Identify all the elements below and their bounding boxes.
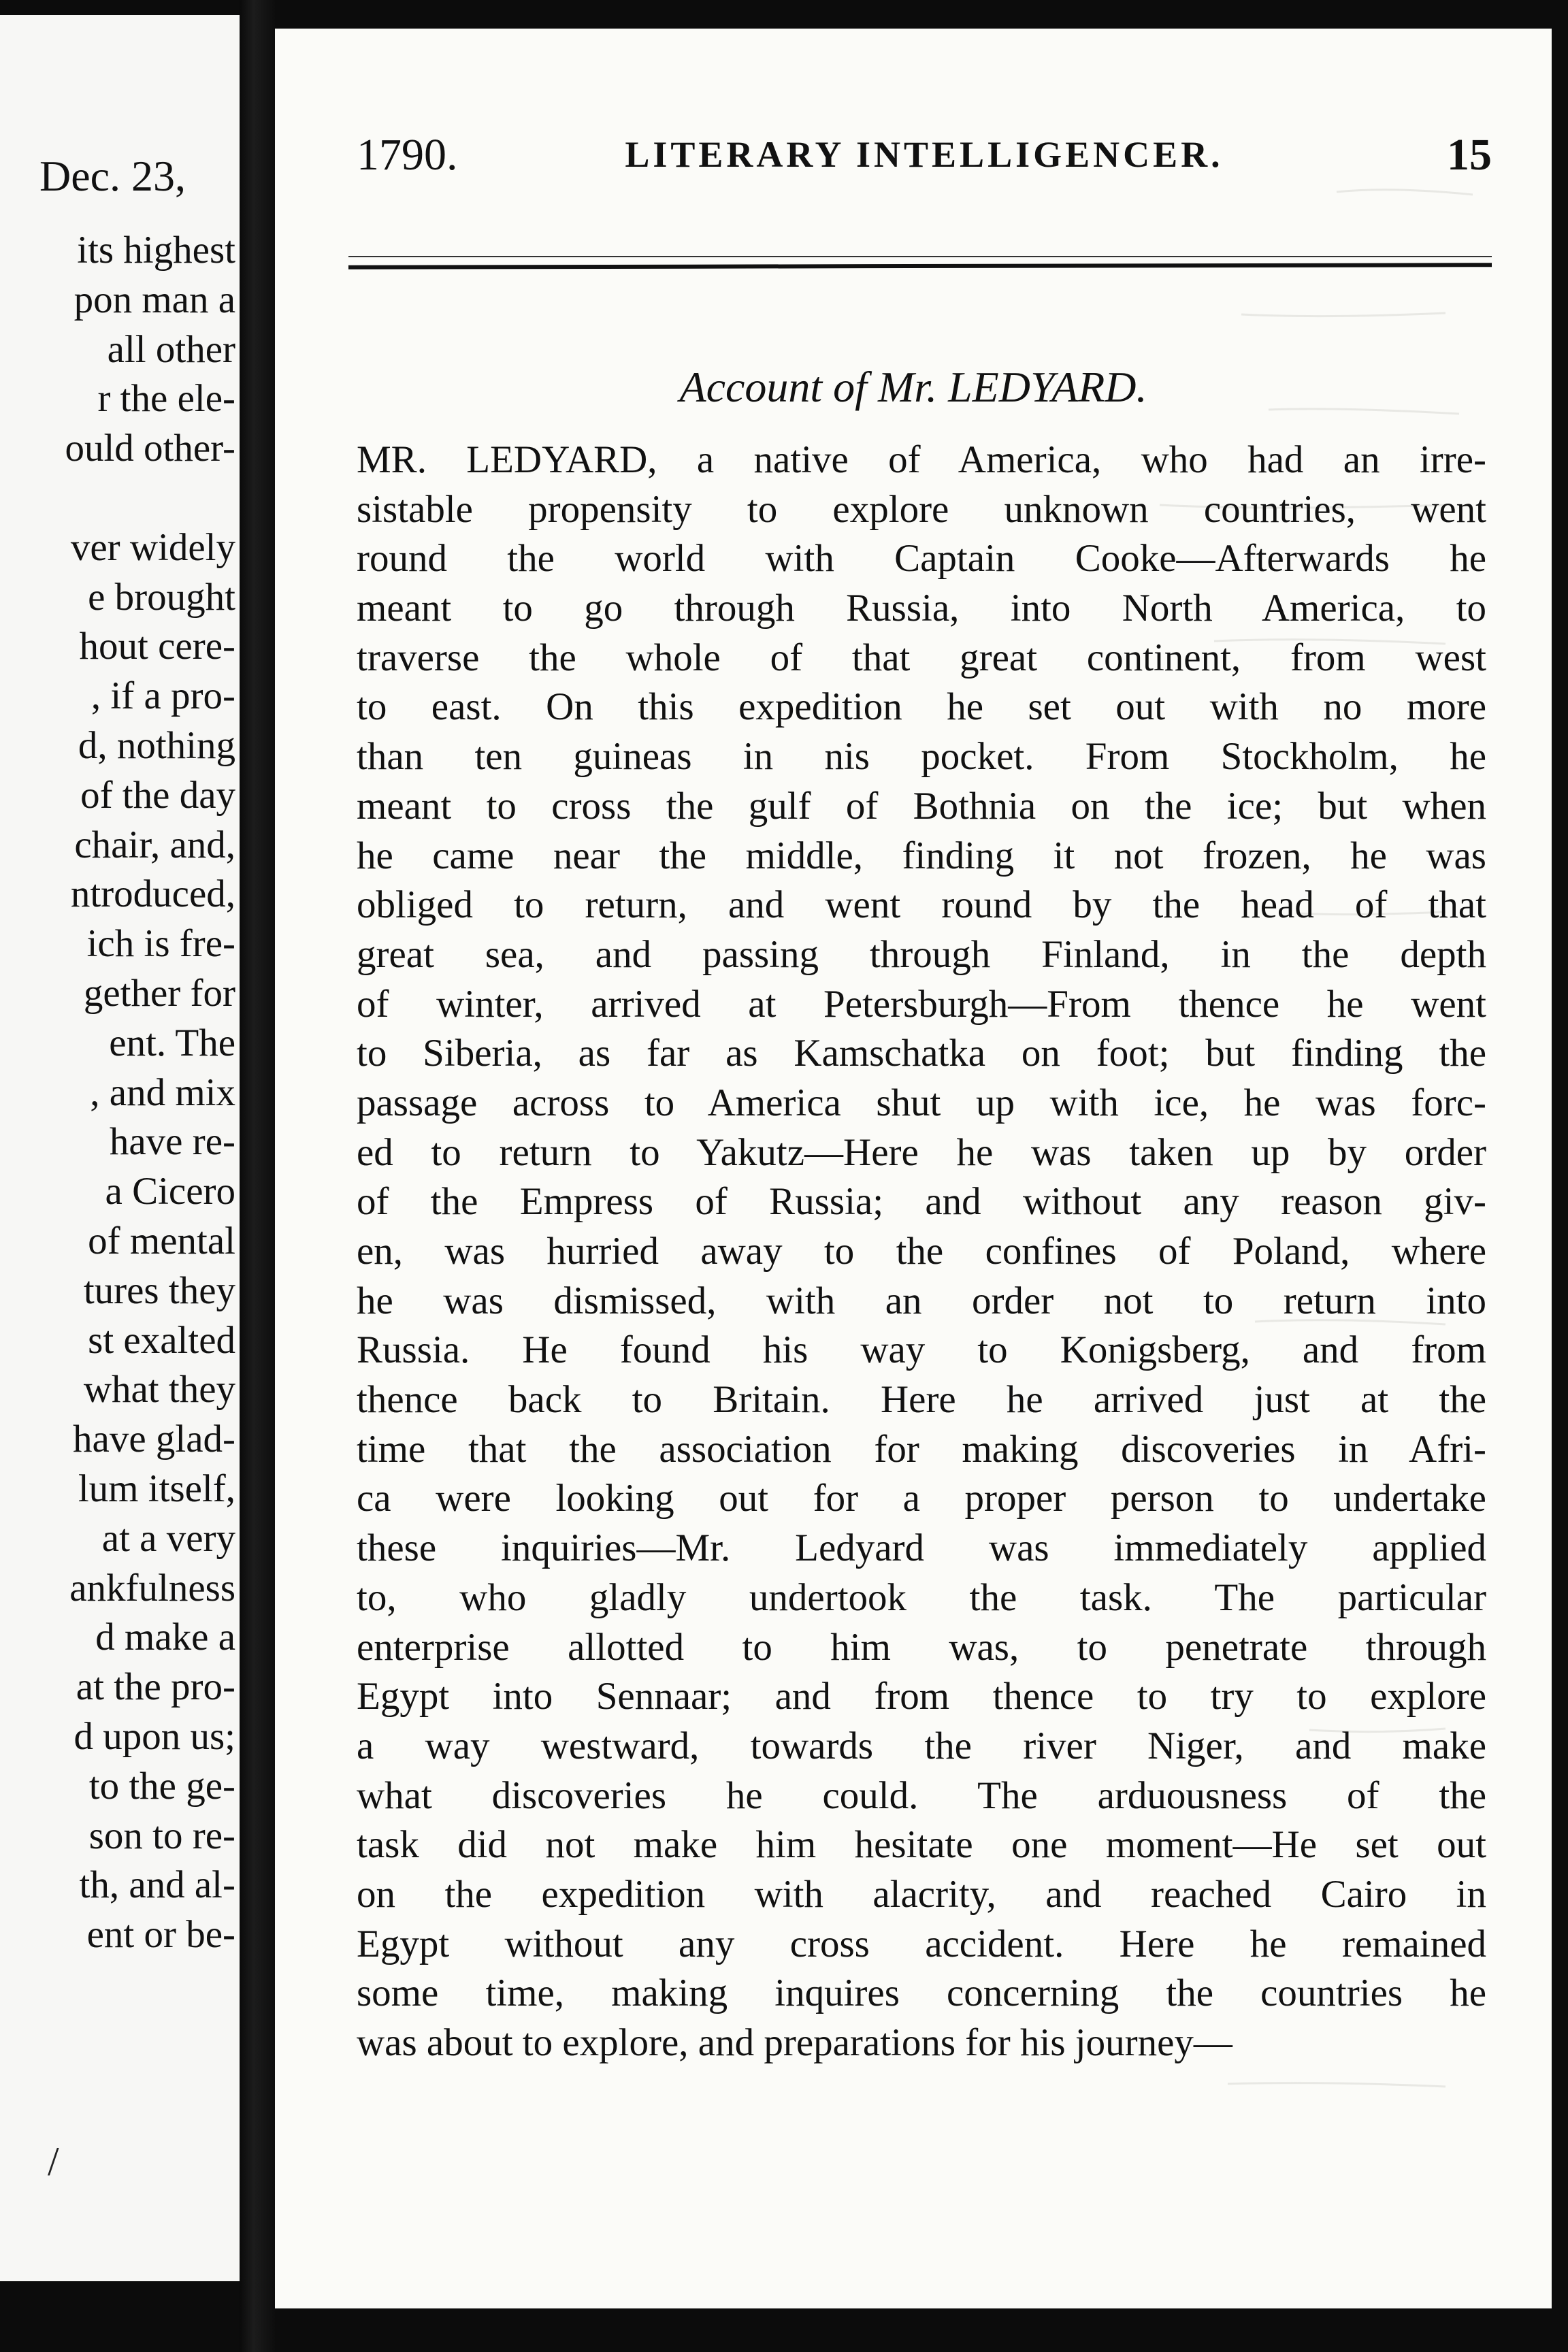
article-text-line: time that the association for making discoveries in Afri- — [357, 1427, 1486, 1471]
article-text-line: some time, making inquires concerning the countries he — [357, 1972, 1486, 2015]
article-text-line: to Siberia, as far as Kamschatka on foot; but finding the — [357, 1032, 1486, 1075]
article-text-line: meant to go through Russia, into North America, to — [357, 587, 1486, 630]
left-page-text-line: chair, and, — [74, 823, 235, 866]
article-text-line: what discoveries he could. The arduousness of the — [357, 1774, 1486, 1817]
article-text-line: traverse the whole of that great continent, from west — [357, 636, 1486, 679]
article-text-line: of the Empress of Russia; and without any reason giv- — [357, 1180, 1486, 1224]
left-page-text-line: gether for — [83, 971, 235, 1015]
left-page-text-line: all other — [107, 327, 235, 371]
article-text-line: Russia. He found his way to Konigsberg, and from — [357, 1328, 1486, 1372]
article-text-line: than ten guineas in nis pocket. From Stockholm, he — [357, 735, 1486, 779]
left-page-text-line: st exalted — [88, 1318, 235, 1362]
left-page-text-line: hout cere- — [79, 625, 235, 668]
left-page-text-line: of mental — [88, 1219, 235, 1262]
left-page-text-line: have glad- — [73, 1418, 235, 1461]
page-number: 15 — [1447, 130, 1492, 180]
article-text-line: ca were looking out for a proper person to undertake — [357, 1477, 1486, 1520]
right-page — [275, 29, 1552, 2308]
left-page-text-line: ver widely — [70, 525, 235, 569]
left-page-text-line: d make a — [95, 1616, 235, 1659]
left-page-text-line: tures they — [83, 1269, 235, 1312]
article-text-line: these inquiries—Mr. Ledyard was immediately applied — [357, 1526, 1486, 1570]
running-head-section: LITERARY INTELLIGENCER. — [625, 134, 1224, 175]
article-text-line: task did not make him hesitate one moment—He set out — [357, 1823, 1486, 1867]
article-body — [357, 436, 1486, 2068]
left-page — [0, 15, 240, 2281]
left-page-text-line: of the day — [80, 773, 235, 817]
left-page-text-line: ich is fre- — [86, 922, 235, 966]
left-page-text-line: son to re- — [88, 1814, 235, 1857]
left-page-text-line: at the pro- — [76, 1665, 235, 1709]
left-page-text-line: lum itself, — [78, 1467, 235, 1510]
article-text-line: of winter, arrived at Petersburgh—From thence he went — [357, 982, 1486, 1026]
left-page-text-line: to the ge- — [88, 1764, 235, 1808]
left-page-text-line: ent. The — [109, 1021, 235, 1064]
left-page-text-line: ent or be- — [86, 1913, 235, 1957]
running-head-year: 1790. — [357, 130, 458, 180]
header-rule-thin — [348, 256, 1492, 257]
article-text-line: to east. On this expedition he set out with no more — [357, 685, 1486, 729]
left-page-header: Dec. 23, — [39, 152, 186, 200]
left-page-text-line: ould other- — [65, 427, 235, 470]
left-page-text-line: d upon us; — [74, 1714, 235, 1758]
left-page-text-line: what they — [83, 1368, 235, 1411]
article-text-line: en, was hurried away to the confines of Poland, where — [357, 1230, 1486, 1273]
article-text-line: he came near the middle, finding it not frozen, he was — [357, 834, 1486, 877]
article-text-line: thence back to Britain. Here he arrived just at the — [357, 1378, 1486, 1422]
article-text-line: great sea, and passing through Finland, in the depth — [357, 932, 1486, 976]
left-page-text-line: ntroduced, — [70, 872, 235, 916]
article-text-line: was about to explore, and preparations for his journey— — [357, 2021, 1232, 2064]
article-text-line: Egypt into Sennaar; and from thence to try to explore — [357, 1675, 1486, 1718]
left-page-text-line: , and mix — [90, 1071, 235, 1114]
article-text-line: passage across to America shut up with ice, he was forc- — [357, 1081, 1486, 1124]
left-page-text-line: , if a pro- — [91, 674, 235, 718]
left-page-text-line: at a very — [101, 1516, 235, 1560]
left-page-text-line — [0, 474, 235, 523]
header-rule — [348, 263, 1492, 270]
book-gutter — [240, 0, 275, 2352]
article-text-line: Egypt without any cross accident. Here he remained — [357, 1922, 1486, 1965]
article-text-line: meant to cross the gulf of Bothnia on the ice; but when — [357, 784, 1486, 828]
left-page-text-line: its highest — [77, 229, 235, 272]
left-page-margin-mark: / — [48, 2139, 59, 2184]
running-head — [357, 129, 1492, 191]
left-page-text — [0, 226, 235, 1960]
article-text-line: round the world with Captain Cooke—Afterwards he — [357, 537, 1486, 581]
left-page-text-line: have re- — [109, 1120, 235, 1164]
left-page-text-line: th, and al- — [79, 1863, 235, 1907]
left-page-text-line: d, nothing — [78, 723, 235, 767]
article-text-line: sistable propensity to explore unknown countries, went — [357, 487, 1486, 531]
article-text-line: obliged to return, and went round by the head of that — [357, 883, 1486, 927]
left-page-text-line: r the ele- — [97, 377, 235, 421]
article-text-line: ed to return to Yakutz—Here he was taken up by order — [357, 1130, 1486, 1174]
article-text-line: he was dismissed, with an order not to return into — [357, 1279, 1486, 1322]
article-text-line: a way westward, towards the river Niger, and make — [357, 1724, 1486, 1767]
article-text-line: MR. LEDYARD, a native of America, who had an irre- — [357, 438, 1486, 481]
left-page-text-line: e brought — [88, 575, 235, 619]
article-text-line: on the expedition with alacrity, and reached Cairo in — [357, 1872, 1486, 1916]
article-text-line: to, who gladly undertook the task. The particular — [357, 1575, 1486, 1619]
left-page-text-line: ankfulness — [69, 1566, 235, 1610]
article-title: Account of Mr. LEDYARD. — [679, 363, 1147, 411]
left-page-text-line: a Cicero — [105, 1170, 235, 1213]
article-text-line: enterprise allotted to him was, to penetrate through — [357, 1625, 1486, 1669]
left-page-text-line: pon man a — [74, 278, 235, 321]
